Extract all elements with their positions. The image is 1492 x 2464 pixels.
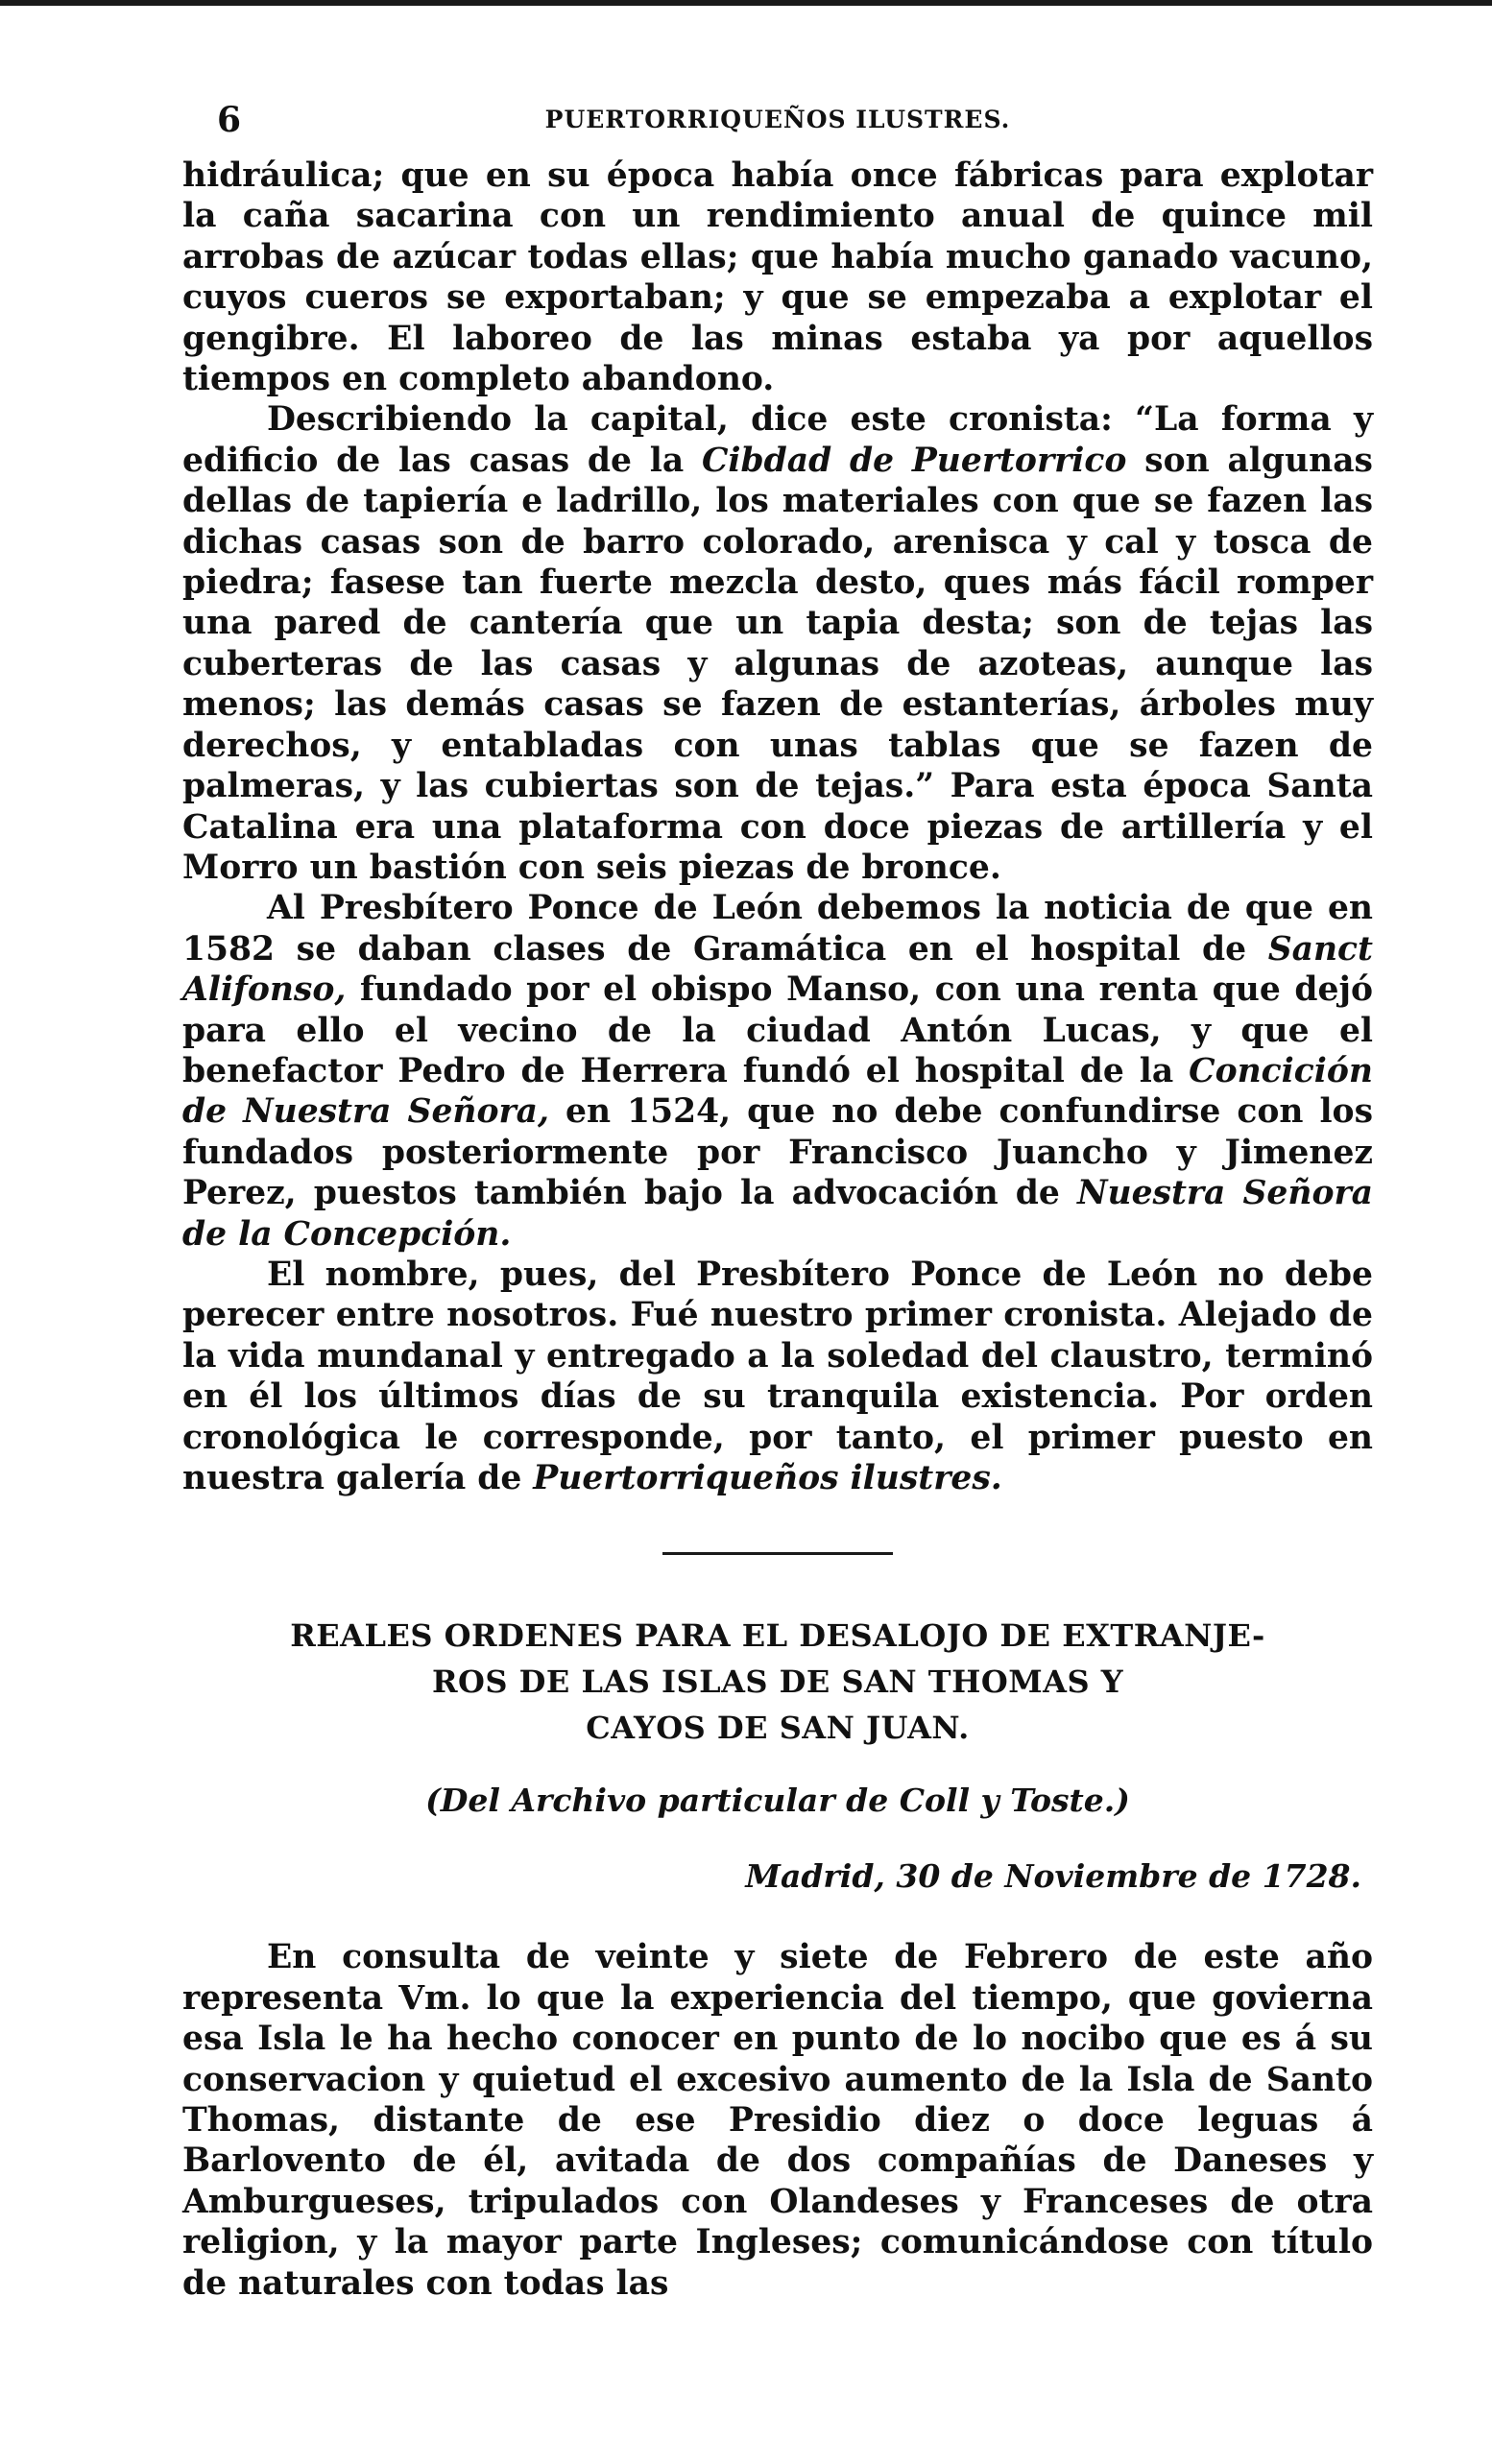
italic-term: Puertorriqueños ilustres. bbox=[533, 1459, 1002, 1497]
italic-term: Sanct Alifonso, bbox=[182, 929, 1373, 1010]
page-number: 6 bbox=[217, 100, 242, 140]
section-title-line: REALES ORDENES PARA EL DESALOJO DE EXTRANJE- bbox=[290, 1617, 1265, 1655]
paragraph: Al Presbítero Ponce de León debemos la noticia de que en 1582 se daban clases de Gramática en el hospital de Sanct Alifonso, fundado por el obispo Manso, con una renta que dejó para ello el vecino de la ciudad Antón Lucas, y que el benefactor Pedro de Herrera fundó el hospital de la Concición de Nuestra Señora, en 1524, que no debe confundirse con los fundados posteriormente por Francisco Juancho y Jimenez Perez, puestos también bajo la advocación de Nuestra Señora de la Concepción. bbox=[182, 889, 1373, 1254]
italic-term: Nuestra Señora de la Concepción. bbox=[182, 1174, 1373, 1254]
section-reales-ordenes bbox=[182, 1937, 1373, 2304]
italic-term: Concición de Nuestra Señora, bbox=[182, 1051, 1373, 1132]
section-title-line: ROS DE LAS ISLAS DE SAN THOMAS Y bbox=[431, 1663, 1124, 1701]
running-head bbox=[182, 96, 1373, 142]
paragraph: El nombre, pues, del Presbítero Ponce de León no debe perecer entre nosotros. Fué nuestro primer cronista. Alejado de la vida mundanal y entregado a la soledad del claustro, terminó en él los últimos días de su tranquila existencia. Por orden cronológica le corresponde, por tanto, el primer puesto en nuestra galería de Puertorriqueños ilustres. bbox=[182, 1255, 1373, 1497]
section-cronista bbox=[182, 155, 1373, 1498]
paragraph: Describiendo la capital, dice este cronista: “La forma y edificio de las casas de la Cibdad de Puertorrico son algunas dellas de tapiería e ladrillo, los materiales con que se fazen las dichas casas son de barro colorado, arenisca y cal y tosca de piedra; fasese tan fuerte mezcla desto, ques más fácil romper una pared de cantería que un tapia desta; son de tejas las cuberteras de las casas y algunas de azoteas, aunque las menos; las demás casas se fazen de estanterías, árboles muy derechos, y entabladas con unas tablas que se fazen de palmeras, y las cubiertas son de tejas.” Para esta época Santa Catalina era una plataforma con doce piezas de artillería y el Morro un bastión con seis piezas de bronce. bbox=[182, 400, 1373, 887]
source-note: (Del Archivo particular de Coll y Toste.) bbox=[425, 1782, 1130, 1820]
book-page bbox=[182, 96, 1373, 2304]
section-title bbox=[182, 1613, 1373, 1751]
page-top-edge bbox=[0, 0, 1492, 6]
dateline: Madrid, 30 de Noviembre de 1728. bbox=[745, 1857, 1361, 1896]
italic-term: Cibdad de Puertorrico bbox=[701, 441, 1127, 480]
section-title-line: CAYOS DE SAN JUAN. bbox=[586, 1710, 970, 1747]
paragraph: hidráulica; que en su época había once fábricas para explotar la caña sacarina con un rendimiento anual de quince mil arrobas de azúcar todas ellas; que había mucho ganado vacuno, cuyos cueros se exportaban; y que se empezaba a explotar el gengibre. El laboreo de las minas estaba ya por aquellos tiempos en completo abandono. bbox=[182, 156, 1373, 399]
paragraph: En consulta de veinte y siete de Febrero de este año representa Vm. lo que la experiencia del tiempo, que govierna esa Isla le ha hecho conocer en punto de lo nocibo que es á su conservacion y quietud el excesivo aumento de la Isla de Santo Thomas, distante de ese Presidio diez o doce leguas á Barlovento de él, avitada de dos compañías de Daneses y Amburgueses, tripulados con Olandeses y Franceses de otra religion, y la mayor parte Ingleses; comunicándose con título de naturales con todas las bbox=[182, 1938, 1373, 2303]
running-title: PUERTORRIQUEÑOS ILUSTRES. bbox=[544, 106, 1011, 133]
section-separator bbox=[662, 1552, 893, 1555]
